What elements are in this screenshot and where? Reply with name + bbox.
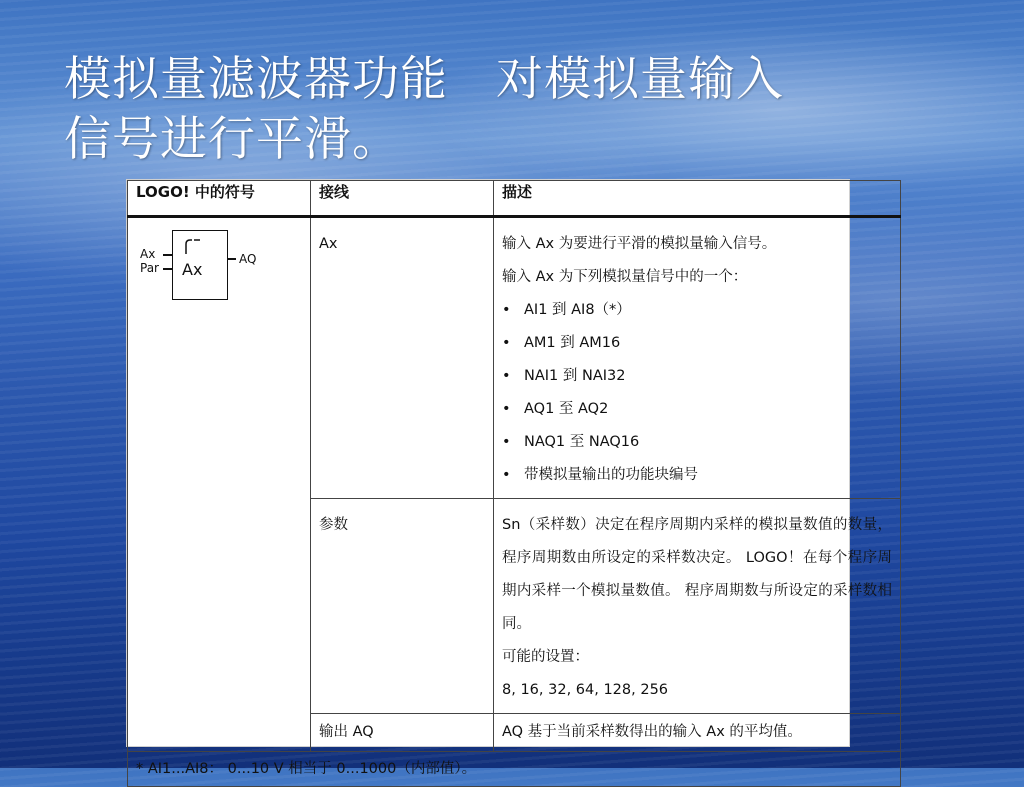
table-header-row: [128, 181, 901, 217]
document-table-image: [127, 180, 892, 777]
slide-title-line2: 信号进行平滑。: [64, 112, 400, 167]
header-connection: 接线: [311, 181, 494, 217]
slide-title-line1: 模拟量滤波器功能 对模拟量输入: [64, 52, 784, 107]
header-description: 描述: [494, 181, 901, 217]
header-symbol: LOGO! 中的符号: [128, 181, 311, 217]
connection-output: 输出 AQ: [311, 714, 494, 752]
bullet-text: AI1 到 AI8（*）: [524, 302, 631, 318]
desc-line-2: 输入 Ax 为下列模拟量信号中的一个：: [502, 269, 748, 285]
description-ax: [494, 217, 901, 499]
list-item: • 带模拟量输出的功能块编号: [502, 459, 892, 492]
function-block-symbol: [136, 224, 302, 304]
output-line-aq: [227, 258, 236, 260]
description-param: [494, 499, 901, 714]
input-line-par: [163, 268, 172, 270]
symbol-input-par: Par: [140, 261, 159, 275]
bullet-text: AQ1 至 AQ2: [524, 401, 609, 417]
symbol-block-label: Ax: [182, 260, 203, 279]
description-output: AQ 基于当前采样数得出的输入 Ax 的平均值。: [494, 714, 901, 752]
function-table: [127, 180, 901, 787]
bullet-text: NAI1 到 NAI32: [524, 368, 626, 384]
symbol-input-ax: Ax: [140, 247, 156, 261]
connection-param: 参数: [311, 499, 494, 714]
table-row: [128, 217, 901, 499]
list-item: • AM1 到 AM16: [502, 327, 892, 360]
footnote: * AI1...AI8： 0...10 V 相当于 0...1000（内部值）。: [128, 752, 901, 787]
symbol-output-aq: AQ: [239, 252, 257, 266]
table-footnote-row: [128, 752, 901, 787]
list-item: • NAI1 到 NAI32: [502, 360, 892, 393]
connection-ax: Ax: [311, 217, 494, 499]
slide-title: [64, 50, 964, 170]
desc-line-1: 输入 Ax 为要进行平滑的模拟量输入信号。: [502, 236, 777, 252]
list-item: • AQ1 至 AQ2: [502, 393, 892, 426]
bullet-text: 带模拟量输出的功能块编号: [524, 467, 698, 483]
symbol-cell: [128, 217, 311, 752]
input-line-ax: [163, 254, 172, 256]
filter-curve-icon: [180, 236, 204, 256]
bullet-text: AM1 到 AM16: [524, 335, 621, 351]
settings-label: 可能的设置：: [502, 649, 589, 665]
list-item: • NAQ1 至 NAQ16: [502, 426, 892, 459]
param-description: Sn（采样数）决定在程序周期内采样的模拟量数值的数量，程序周期数由所设定的采样数决定。 LOGO！在每个程序周期内采样一个模拟量数值。 程序周期数与所设定的采样数相同。: [502, 517, 892, 632]
bullet-text: NAQ1 至 NAQ16: [524, 434, 640, 450]
settings-values: 8, 16, 32, 64, 128, 256: [502, 682, 669, 698]
list-item: • AI1 到 AI8（*）: [502, 294, 892, 327]
